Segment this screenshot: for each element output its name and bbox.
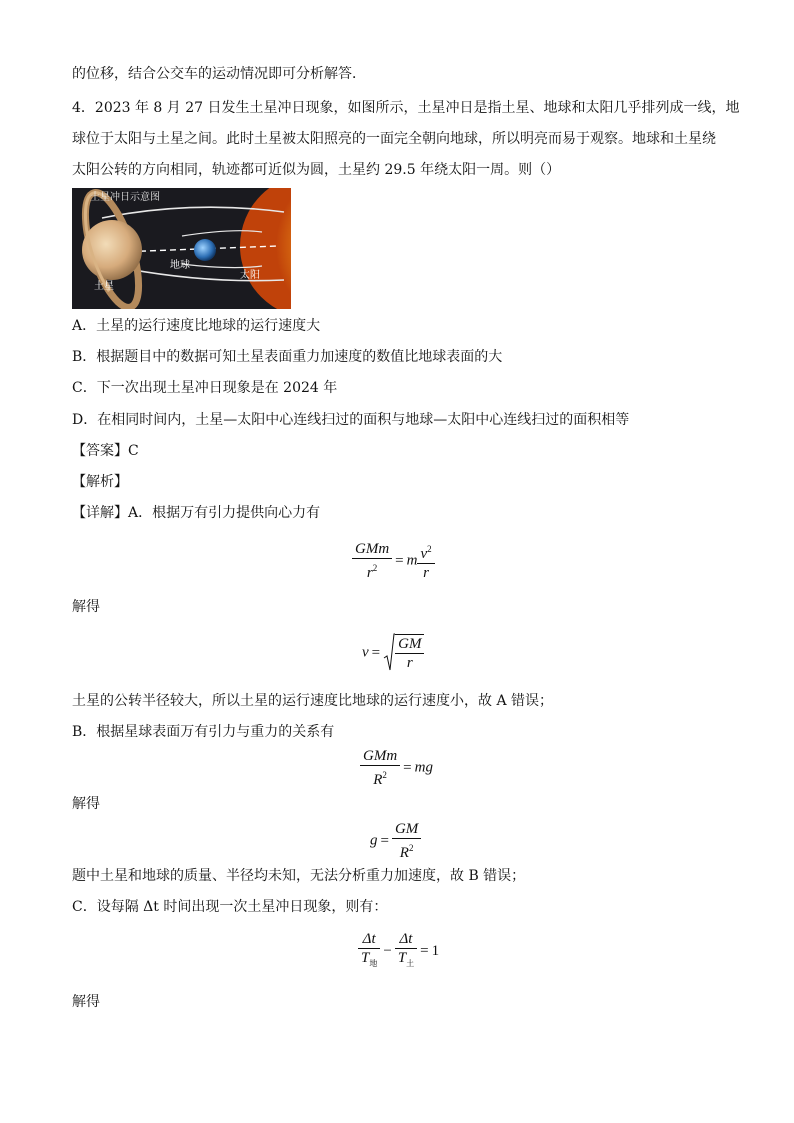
detail-intro: 【详解】A．根据万有引力提供向心力有	[72, 505, 321, 521]
solve-label-2: 解得	[72, 796, 100, 812]
intro-b: B．根据星球表面万有引力与重力的关系有	[72, 724, 335, 740]
question-line-2: 球位于太阳与土星之间。此时土星被太阳照亮的一面完全朝向地球，所以明亮而易于观察。地球和土星绕	[72, 131, 716, 147]
equation-surface-gravity: $\frac{\text{GMm}}{R^2}$ = mg	[360, 747, 433, 789]
solve-label-3: 解得	[72, 994, 100, 1010]
text-line-1: 的位移，结合公交车的运动情况即可分析解答．	[72, 66, 366, 82]
eq1-denominator: r	[366, 565, 373, 581]
earth-label: 地球	[170, 260, 190, 271]
intro-c: C．设每隔 Δt 时间出现一次土星冲日现象，则有：	[72, 899, 388, 915]
option-d: D．在相同时间内，土星—太阳中心连线扫过的面积与地球—太阳中心连线扫过的面积相等	[72, 412, 630, 428]
saturn-opposition-figure	[72, 188, 291, 309]
option-c: C．下一次出现土星冲日现象是在 2024 年	[72, 380, 338, 396]
question-line-3: 太阳公转的方向相同，轨迹都可近似为圆，土星约 29.5 年绕太阳一周。则（）	[72, 162, 561, 178]
question-line-1: 4．2023 年 8 月 27 日发生土星冲日现象，如图所示，土星冲日是指土星、地球和太阳几乎排列成一线，地	[72, 100, 740, 116]
option-b: B．根据题目中的数据可知土星表面重力加速度的数值比地球表面的大	[72, 349, 503, 365]
analysis-header: 【解析】	[72, 474, 128, 490]
saturn-opposition-diagram	[72, 188, 291, 309]
equation-gravity-centripetal: $\frac{\text{GMm}}{r^2}$ = m $\frac{v^2}{r}$	[352, 540, 435, 582]
earth-shape	[194, 239, 216, 261]
eq1-numerator: GMm	[352, 540, 392, 559]
equation-opposition-period: $\frac{\Delta t}{T_地}$ − $\frac{\Delta t}{T_土}$ = 1	[358, 930, 439, 973]
solve-label-1: 解得	[72, 599, 100, 615]
conclusion-b: 题中土星和地球的质量、半径均未知，无法分析重力加速度，故 B 错误；	[72, 868, 526, 884]
equation-g: g = $\frac{GM}{R^2}$	[370, 820, 421, 862]
saturn-label: 土星	[94, 281, 114, 292]
answer-label: 【答案】C	[72, 443, 139, 459]
conclusion-a: 土星的公转半径较大，所以土星的运行速度比地球的运行速度小，故 A 错误；	[72, 693, 554, 709]
equation-velocity: v = $\frac{GM}{r}$	[362, 632, 424, 674]
sqrt-sign	[383, 632, 395, 674]
option-a: A．土星的运行速度比地球的运行速度大	[72, 318, 321, 334]
sun-label: 太阳	[240, 270, 260, 281]
figure-title: 土星冲日示意图	[90, 192, 160, 203]
